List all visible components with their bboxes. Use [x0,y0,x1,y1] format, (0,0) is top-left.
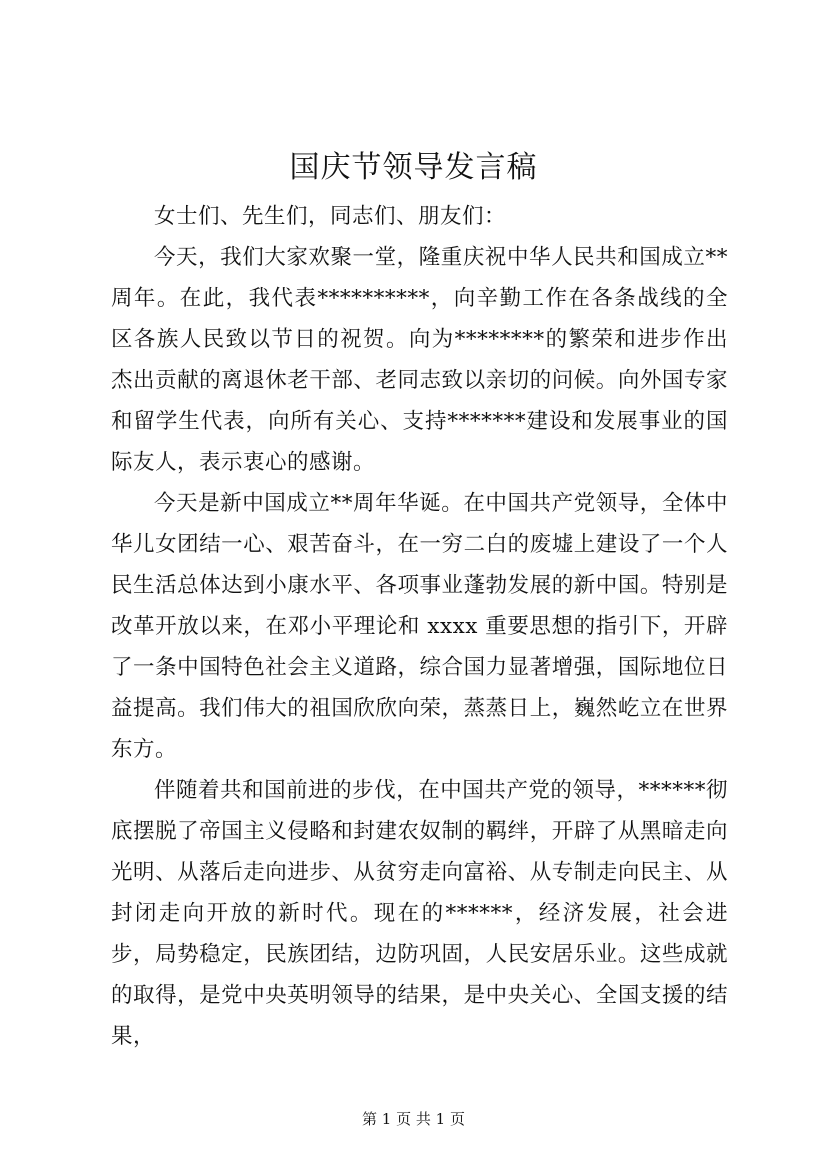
salutation-paragraph: 女士们、先生们，同志们、朋友们： [154,204,507,229]
document-body [111,196,728,1057]
body-paragraph: 伴随着共和国前进的步伐，在中国共产党的领导，******彻底摆脱了帝国主义侵略和封建农奴制的羁绊，开辟了从黑暗走向光明、从落后走向进步、从贫穷走向富裕、从专制走向民主、从封闭走向开放的新时代。现在的******，经济发展，社会进步，局势稳定，民族团结，边防巩固，人民安居乐业。这些成就的取得，是党中央英明领导的结果，是中央关心、全国支援的结果， [111,778,728,1049]
body-paragraph: 今天，我们大家欢聚一堂，隆重庆祝中华人民共和国成立**周年。在此，我代表**********，向辛勤工作在各条战线的全区各族人民致以节日的祝贺。向为********的繁荣和进步作出杰出贡献的离退休老干部、老同志致以亲切的问候。向外国专家和留学生代表，向所有关心、支持*******建设和发展事业的国际友人，表示衷心的感谢。 [111,245,728,475]
document-title: 国庆节领导发言稿 [289,150,538,185]
page-footer: 第 1 页 共 1 页 [362,1110,465,1128]
body-paragraph: 今天是新中国成立**周年华诞。在中国共产党领导，全体中华儿女团结一心、艰苦奋斗，在一穷二白的废墟上建设了一个人民生活总体达到小康水平、各项事业蓬勃发展的新中国。特别是改革开放以来，在邓小平理论和 xxxx 重要思想的指引下，开辟了一条中国特色社会主义道路，综合国力显著增强，国际地位日益提高。我们伟大的祖国欣欣向荣，蒸蒸日上，巍然屹立在世界东方。 [111,491,728,762]
